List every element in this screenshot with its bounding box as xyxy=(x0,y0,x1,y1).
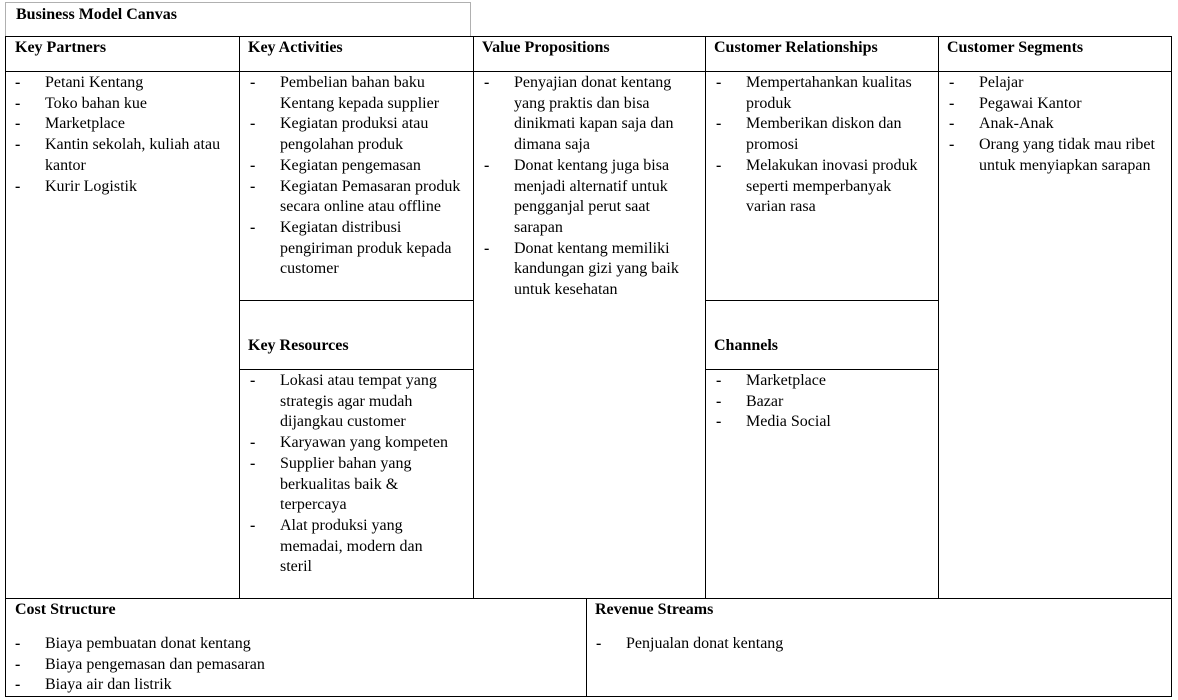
list-item xyxy=(250,218,470,280)
grid-col-divider-4 xyxy=(938,36,939,598)
bullet-dash: - xyxy=(716,392,722,410)
bullet-dash: - xyxy=(949,136,955,154)
key-resources-list xyxy=(250,371,455,578)
list-item xyxy=(949,114,1167,135)
bullet-dash: - xyxy=(484,156,490,174)
list-item-text: Donat kentang memiliki kandungan gizi yang baik untuk kesehatan xyxy=(514,239,679,299)
bullet-dash: - xyxy=(716,115,722,133)
list-item-text: Penyajian donat kentang yang praktis dan bisa dinikmati kapan saja dan dimana saja xyxy=(514,74,674,154)
bullet-dash: - xyxy=(15,115,21,133)
channels-title: Channels xyxy=(714,337,779,354)
bullet-dash: - xyxy=(250,434,256,452)
bullet-dash: - xyxy=(250,115,256,133)
list-item-text: Kegiatan distribusi pengiriman produk kepada customer xyxy=(280,218,452,278)
list-item xyxy=(250,73,470,114)
value-propositions-title: Value Propositions xyxy=(482,39,610,56)
bullet-dash: - xyxy=(484,239,490,257)
list-item xyxy=(949,94,1167,115)
grid-col-divider-1 xyxy=(239,36,240,598)
list-item-text: Lokasi atau tempat yang strategis agar mudah dijangkau customer xyxy=(280,372,437,431)
grid-top-border xyxy=(5,36,1172,37)
list-item xyxy=(716,73,931,114)
customer-relationships-list xyxy=(716,73,931,218)
bullet-dash: - xyxy=(250,177,256,195)
key-resources-title: Key Resources xyxy=(248,337,349,354)
grid-resources-header-divider xyxy=(239,369,473,370)
bullet-dash: - xyxy=(250,372,256,389)
cost-structure-title: Cost Structure xyxy=(15,601,116,618)
revenue-streams-list xyxy=(596,634,1156,655)
list-item xyxy=(484,156,699,239)
list-item-text: Biaya pembuatan donat kentang xyxy=(45,635,251,652)
list-item-text: Pelajar xyxy=(979,74,1024,91)
grid-col-divider-3 xyxy=(705,36,706,598)
list-item-text: Bazar xyxy=(746,392,784,410)
list-item-text: Biaya pengemasan dan pemasaran xyxy=(45,655,265,673)
revenue-streams-title: Revenue Streams xyxy=(595,601,714,618)
list-item-text: Melakukan inovasi produk seperti memperbanyak varian rasa xyxy=(746,156,918,216)
cost-structure-list xyxy=(15,634,575,696)
list-item xyxy=(15,675,575,696)
list-item xyxy=(250,371,455,433)
grid-header-divider xyxy=(5,71,1172,72)
customer-segments-title: Customer Segments xyxy=(947,39,1084,56)
bullet-dash: - xyxy=(484,74,490,91)
bullet-dash: - xyxy=(716,74,722,91)
grid-activities-divider xyxy=(239,300,473,301)
list-item xyxy=(596,634,1156,655)
list-item-text: Kegiatan Pemasaran produk secara online atau offline xyxy=(280,177,461,216)
list-item-text: Alat produksi yang memadai, modern dan steril xyxy=(280,516,423,576)
list-item xyxy=(15,634,575,655)
grid-bottom-section-divider xyxy=(5,598,1172,599)
list-item xyxy=(15,135,230,176)
bullet-dash: - xyxy=(15,655,21,673)
list-item-text: Penjualan donat kentang xyxy=(626,635,784,652)
list-item xyxy=(484,73,699,156)
key-partners-title: Key Partners xyxy=(15,39,107,56)
bullet-dash: - xyxy=(250,74,256,91)
key-activities-title: Key Activities xyxy=(248,39,343,56)
list-item-text: Toko bahan kue xyxy=(45,94,147,112)
list-item xyxy=(250,454,455,516)
bullet-dash: - xyxy=(716,156,722,174)
grid-relationships-divider xyxy=(705,300,938,301)
list-item-text: Pegawai Kantor xyxy=(979,94,1082,112)
channels-list xyxy=(716,371,931,433)
list-item xyxy=(716,371,931,392)
list-item-text: Pembelian bahan baku Kentang kepada supplier xyxy=(280,74,440,112)
list-item xyxy=(949,73,1167,94)
bullet-dash: - xyxy=(250,156,256,174)
list-item xyxy=(716,114,931,155)
list-item-text: Kegiatan produksi atau pengolahan produk xyxy=(280,115,429,154)
bullet-dash: - xyxy=(250,218,256,236)
grid-channels-header-divider xyxy=(705,369,938,370)
list-item xyxy=(250,177,470,218)
list-item-text: Orang yang tidak mau ribet untuk menyiapkan sarapan xyxy=(979,136,1155,174)
bullet-dash: - xyxy=(15,74,21,91)
list-item-text: Donat kentang juga bisa menjadi alternatif untuk pengganjal perut saat sarapan xyxy=(514,156,670,236)
bullet-dash: - xyxy=(250,516,256,534)
key-activities-list xyxy=(250,73,470,280)
list-item xyxy=(250,156,470,177)
list-item-text: Kegiatan pengemasan xyxy=(280,156,421,174)
list-item-text: Petani Kentang xyxy=(45,74,144,91)
grid-left-border xyxy=(5,36,6,697)
list-item xyxy=(716,392,931,413)
list-item xyxy=(949,135,1167,176)
grid-right-border xyxy=(1171,36,1172,697)
bullet-dash: - xyxy=(250,454,256,472)
list-item xyxy=(15,655,575,676)
customer-segments-list xyxy=(949,73,1167,177)
list-item-text: Memberikan diskon dan promosi xyxy=(746,115,902,154)
bullet-dash: - xyxy=(15,635,21,652)
list-item-text: Kantin sekolah, kuliah atau kantor xyxy=(45,136,221,174)
bullet-dash: - xyxy=(15,94,21,112)
customer-relationships-title: Customer Relationships xyxy=(714,39,878,56)
bullet-dash: - xyxy=(15,136,21,154)
value-propositions-list xyxy=(484,73,699,301)
list-item-text: Marketplace xyxy=(45,115,125,133)
grid-bottom-border xyxy=(5,696,1172,697)
canvas-title: Business Model Canvas xyxy=(16,6,177,23)
bullet-dash: - xyxy=(949,74,955,91)
list-item xyxy=(250,516,455,578)
list-item xyxy=(484,239,699,301)
list-item-text: Media Social xyxy=(746,413,831,431)
list-item-text: Supplier bahan yang berkualitas baik & terpercaya xyxy=(280,454,412,514)
list-item-text: Karyawan yang kompeten xyxy=(280,434,448,452)
list-item xyxy=(716,156,931,218)
list-item xyxy=(250,114,470,155)
bullet-dash: - xyxy=(716,413,722,431)
bullet-dash: - xyxy=(716,372,722,389)
bullet-dash: - xyxy=(949,94,955,112)
list-item-text: Anak-Anak xyxy=(979,115,1054,133)
list-item-text: Kurir Logistik xyxy=(45,177,137,195)
list-item-text: Mempertahankan kualitas produk xyxy=(746,74,912,112)
grid-col-divider-2 xyxy=(473,36,474,598)
list-item-text: Biaya air dan listrik xyxy=(45,676,172,694)
key-partners-list xyxy=(15,73,230,197)
list-item xyxy=(250,433,455,454)
list-item xyxy=(15,177,230,198)
canvas-title-cell xyxy=(5,2,471,37)
bullet-dash: - xyxy=(596,635,602,652)
list-item xyxy=(15,73,230,94)
list-item xyxy=(716,412,931,433)
bullet-dash: - xyxy=(949,115,955,133)
grid-bottom-col-divider xyxy=(586,598,587,697)
list-item xyxy=(15,94,230,115)
bullet-dash: - xyxy=(15,676,21,694)
list-item xyxy=(15,114,230,135)
bullet-dash: - xyxy=(15,177,21,195)
list-item-text: Marketplace xyxy=(746,372,826,389)
